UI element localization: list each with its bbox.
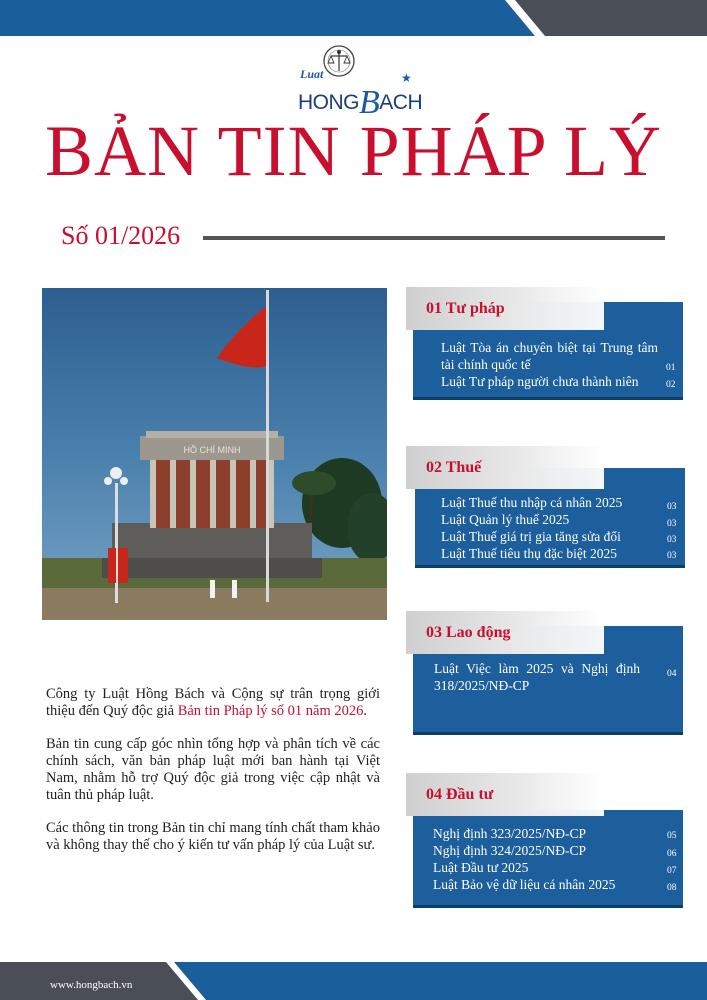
intro-p1-text: Công ty Luật Hồng Bách và Cộng sự trân trọng giới thiệu đến Quý độc giả (46, 686, 380, 719)
topic-heading: 02 Thuế (406, 446, 604, 489)
footer-website-link[interactable]: www.hongbach.vn (50, 979, 133, 991)
toc-item-page: 02 (666, 380, 676, 390)
toc-item-page: 08 (667, 883, 677, 893)
toc-item-title: Luật Quản lý thuế 2025 (441, 512, 570, 527)
topic-heading: 03 Lao động (406, 611, 604, 654)
mausoleum-sign: HỒ CHÍ MINH (183, 445, 241, 455)
toc-item-page: 03 (667, 551, 677, 561)
logo-luat-text: Luat (300, 67, 324, 81)
toc-item-title: Luật Bảo vệ dữ liệu cá nhân 2025 (433, 877, 616, 892)
intro-p1-end: . (363, 703, 367, 719)
topic-heading: 01 Tư pháp (406, 287, 604, 330)
logo-name-part2: B (359, 84, 380, 121)
issue-divider (203, 236, 665, 240)
toc-item-title: Luật Tòa án chuyên biệt tại Trung tâm tài chính quốc tế (441, 340, 658, 372)
toc-item-title: Luật Thuế thu nhập cá nhân 2025 (441, 495, 623, 510)
intro-paragraph-3: Các thông tin trong Bản tin chỉ mang tính chất tham khảo và không thay thế cho ý kiến tư vấn pháp lý của Luật sư. (46, 820, 380, 853)
toc-item-page: 03 (667, 519, 677, 529)
toc-item-title: Nghị định 324/2025/NĐ-CP (433, 843, 587, 858)
logo-name-part3: ACH (379, 91, 423, 114)
logo-name-part1: HONG (298, 91, 359, 114)
star-icon: ★ (401, 71, 412, 85)
toc-item-title: Luật Đầu tư 2025 (433, 860, 529, 875)
intro-p1-highlight: Bản tin Pháp lý số 01 năm 2026 (177, 703, 364, 719)
toc-item-page: 04 (667, 669, 677, 679)
intro-paragraph-2: Bản tin cung cấp góc nhìn tổng hợp và phân tích về các chính sách, văn bản pháp luật mới ban hành tại Việt Nam, nhằm hỗ trợ Quý độc giả trong việc cập nhật và tuân thủ pháp luật. (46, 736, 380, 803)
toc-item-page: 06 (667, 849, 677, 859)
toc-item-page: 03 (667, 502, 677, 512)
intro-text (46, 686, 380, 870)
intro-paragraph-1 (46, 686, 380, 720)
toc-item-title: Luật Thuế giá trị gia tăng sửa đổi (441, 529, 621, 544)
toc-item-title: Luật Tư pháp người chưa thành niên (441, 374, 639, 389)
toc-item-title: Luật Việc làm 2025 và Nghị định 318/2025/NĐ-CP (434, 661, 640, 693)
toc-item-page: 01 (666, 363, 676, 373)
toc-item-page: 03 (667, 535, 677, 545)
page-title: BẢN TIN PHÁP LÝ (44, 111, 663, 191)
toc-item-page: 07 (667, 866, 677, 876)
issue-number: Số 01/2026 (61, 221, 181, 250)
company-logo (292, 44, 440, 121)
topic-heading: 04 Đầu tư (406, 773, 604, 816)
justice-emblem-icon (322, 44, 356, 78)
top-decorative-bar (0, 0, 707, 36)
toc-item-title: Luật Thuế tiêu thụ đặc biệt 2025 (441, 546, 617, 561)
toc-item-title: Nghị định 323/2025/NĐ-CP (433, 826, 587, 841)
toc-item-page: 05 (667, 831, 677, 841)
cover-photo (42, 288, 387, 620)
